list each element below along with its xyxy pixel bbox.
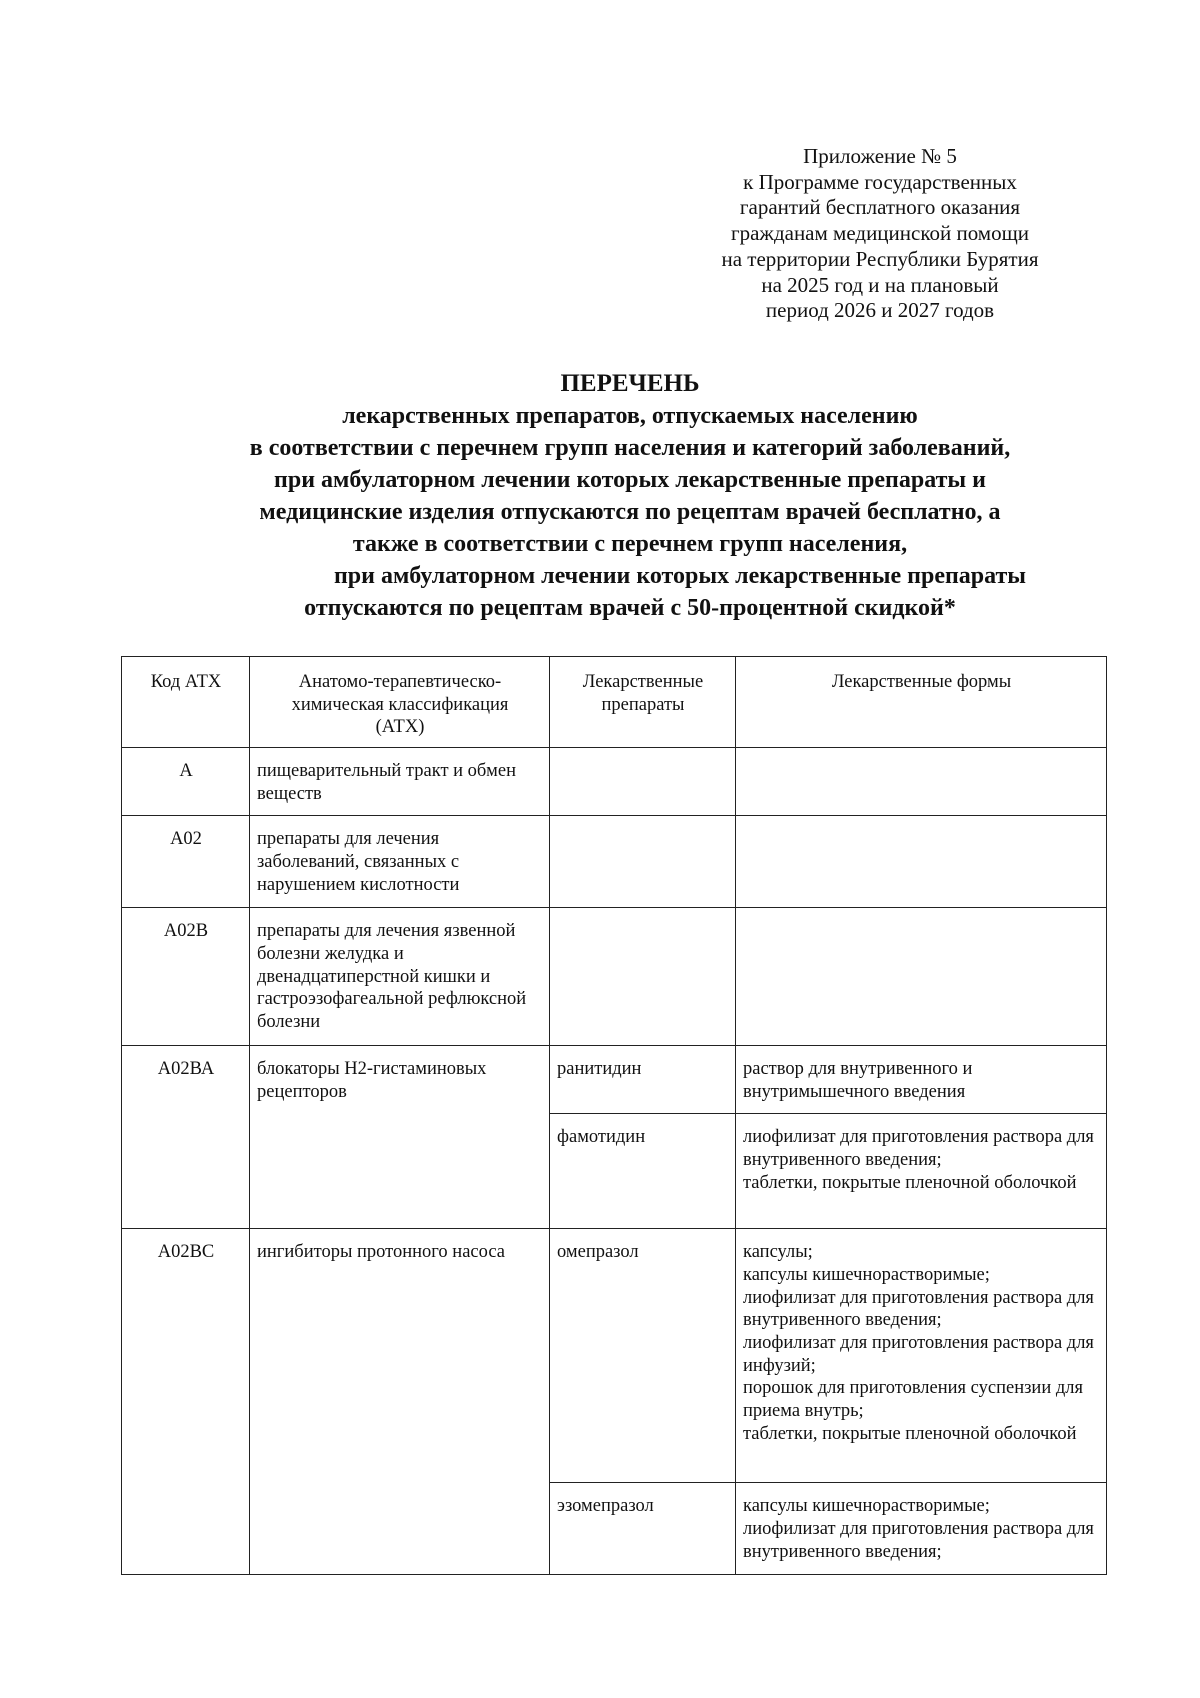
forms-cell bbox=[736, 1229, 1107, 1483]
atc-code-cell: А02 bbox=[122, 816, 250, 908]
title-line: медицинские изделия отпускаются по рецептам врачей бесплатно, а bbox=[259, 499, 1001, 525]
forms-cell bbox=[736, 1046, 1107, 1114]
table-header-row bbox=[122, 657, 1107, 748]
form-line: таблетки, покрытые пленочной оболочкой bbox=[743, 1172, 1077, 1193]
classification-cell: блокаторы Н2-гистаминовых рецепторов bbox=[250, 1046, 550, 1229]
forms-cell bbox=[736, 748, 1107, 816]
header-drugs bbox=[550, 657, 736, 748]
title-line: лекарственных препаратов, отпускаемых населению bbox=[342, 403, 918, 429]
form-line: капсулы кишечнорастворимые; bbox=[743, 1496, 990, 1517]
drug-cell: ранитидин bbox=[550, 1046, 736, 1114]
drug-cell bbox=[550, 748, 736, 816]
forms-cell bbox=[736, 816, 1107, 908]
appendix-header bbox=[655, 144, 1105, 324]
classification-cell: препараты для лечения язвенной болезни желудка и двенадцатиперстной кишки и гастроэзофагеальной рефлюксной болезни bbox=[250, 908, 550, 1046]
form-line: таблетки, покрытые пленочной оболочкой bbox=[743, 1423, 1077, 1444]
appendix-line: период 2026 и 2027 годов bbox=[765, 298, 995, 323]
title-line: при амбулаторном лечении которых лекарственные препараты bbox=[333, 563, 1027, 589]
document-title bbox=[60, 368, 1200, 624]
drug-list-table bbox=[121, 656, 1107, 1575]
form-line: лиофилизат для приготовления раствора для инфузий; bbox=[743, 1332, 1094, 1376]
drug-cell: омепразол bbox=[550, 1229, 736, 1483]
title-line: также в соответствии с перечнем групп населения, bbox=[352, 531, 908, 557]
form-line: капсулы кишечнорастворимые; bbox=[743, 1264, 990, 1285]
forms-cell bbox=[736, 1114, 1107, 1229]
form-line: раствор для внутривенного и внутримышечного введения bbox=[743, 1059, 973, 1102]
classification-cell: ингибиторы протонного насоса bbox=[250, 1229, 550, 1575]
atc-code-cell: А02ВА bbox=[122, 1046, 250, 1229]
header-drugs-text: Лекарственные препараты bbox=[582, 672, 704, 715]
table-row bbox=[122, 1229, 1107, 1483]
table-row bbox=[122, 1046, 1107, 1114]
forms-cell bbox=[736, 908, 1107, 1046]
title-line: в соответствии с перечнем групп населения и категорий заболеваний, bbox=[249, 435, 1011, 461]
title-heading: ПЕРЕЧЕНЬ bbox=[560, 370, 700, 397]
form-line: лиофилизат для приготовления раствора для внутривенного введения; bbox=[743, 1127, 1094, 1170]
appendix-line: гражданам медицинской помощи bbox=[731, 221, 1029, 246]
header-classification bbox=[250, 657, 550, 748]
drug-cell bbox=[550, 816, 736, 908]
atc-code-cell: А02В bbox=[122, 908, 250, 1046]
appendix-line: на территории Республики Бурятия bbox=[721, 246, 1039, 271]
header-classification-text: Анатомо-терапевтическо-химическая классификация (АТХ) bbox=[291, 672, 509, 738]
atc-code-cell: А02ВС bbox=[122, 1229, 250, 1575]
header-atc-code: Код АТХ bbox=[122, 657, 250, 748]
appendix-line: гарантий бесплатного оказания bbox=[739, 195, 1021, 220]
drug-cell bbox=[550, 908, 736, 1046]
forms-cell bbox=[736, 1483, 1107, 1575]
header-forms: Лекарственные формы bbox=[736, 657, 1107, 748]
drug-cell: фамотидин bbox=[550, 1114, 736, 1229]
table-row bbox=[122, 908, 1107, 1046]
appendix-line: к Программе государственных bbox=[743, 169, 1017, 194]
atc-code-cell: А bbox=[122, 748, 250, 816]
form-line: лиофилизат для приготовления раствора для внутривенного введения; bbox=[743, 1287, 1094, 1331]
table-row bbox=[122, 748, 1107, 816]
classification-cell: пищеварительный тракт и обмен веществ bbox=[250, 748, 550, 816]
drug-cell: эзомепразол bbox=[550, 1483, 736, 1575]
title-line: при амбулаторном лечении которых лекарственные препараты и bbox=[274, 467, 986, 493]
appendix-line: Приложение № 5 bbox=[803, 144, 957, 168]
table-row bbox=[122, 816, 1107, 908]
form-line: лиофилизат для приготовления раствора для внутривенного введения; bbox=[743, 1518, 1094, 1562]
form-line: капсулы; bbox=[743, 1242, 813, 1263]
classification-cell: препараты для лечения заболеваний, связанных с нарушением кислотности bbox=[250, 816, 550, 908]
form-line: порошок для приготовления суспензии для приема внутрь; bbox=[743, 1378, 1084, 1422]
appendix-line: на 2025 год и на плановый bbox=[761, 272, 999, 297]
title-line: отпускаются по рецептам врачей с 50-процентной скидкой* bbox=[304, 595, 956, 621]
